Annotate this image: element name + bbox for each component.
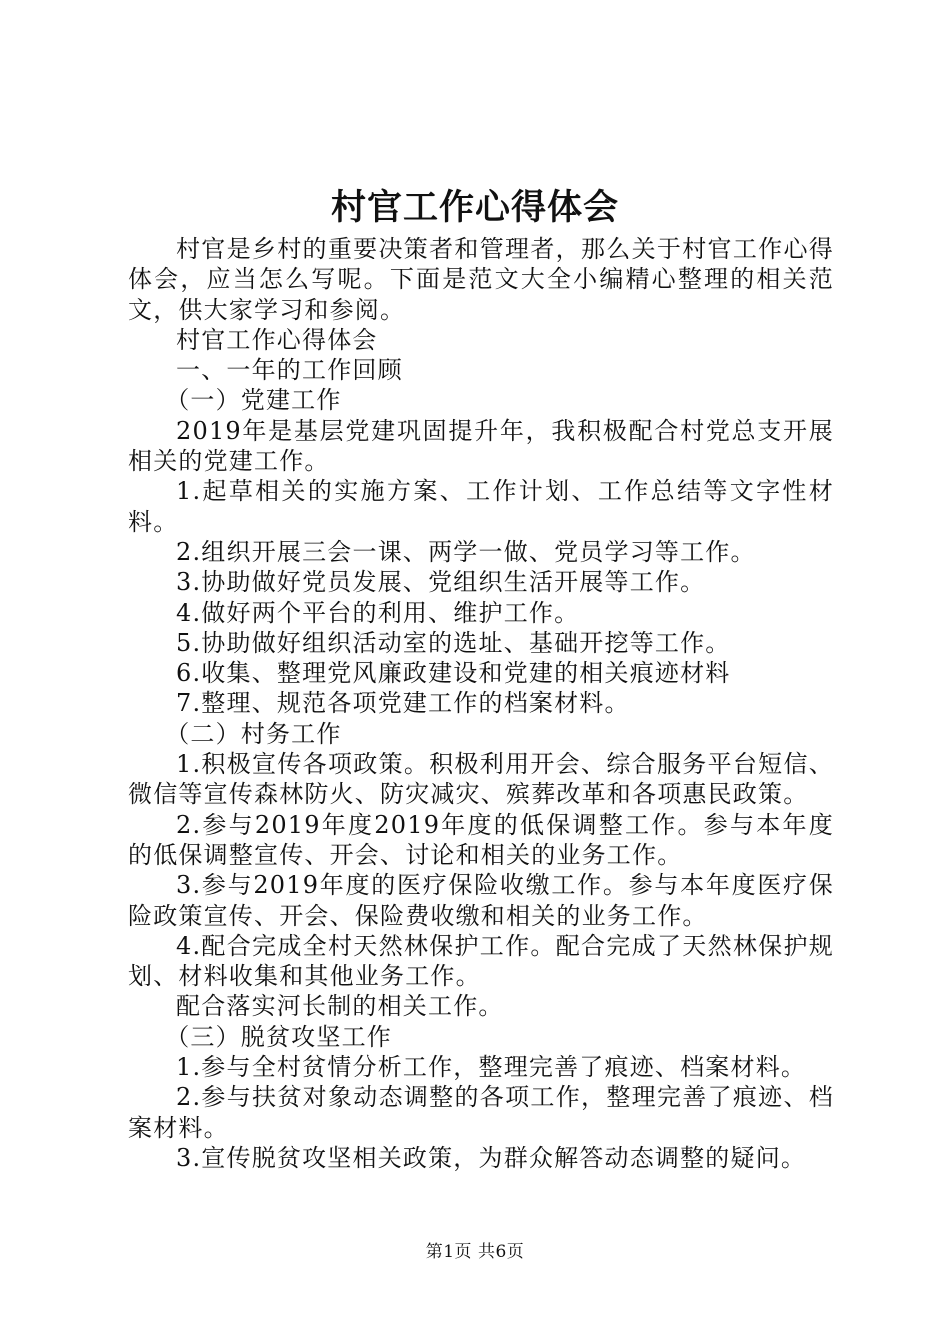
list-item: 3.参与2019年度的医疗保险收缴工作。参与本年度医疗保险政策宣传、开会、保险费收缴和相关的业务工作。: [128, 871, 834, 930]
paragraph-intro: 村官是乡村的重要决策者和管理者，那么关于村官工作心得体会，应当怎么写呢。下面是范文大全小编精心整理的相关范文，供大家学习和参阅。: [128, 235, 834, 324]
list-item: 3.协助做好党员发展、党组织生活开展等工作。: [176, 568, 706, 597]
page-footer: 第1页 共6页: [425, 1242, 525, 1262]
subsection-heading: （一）党建工作: [165, 386, 342, 415]
paragraph: 配合落实河长制的相关工作。: [176, 992, 504, 1021]
list-item: 2.组织开展三会一课、两学一做、党员学习等工作。: [176, 537, 756, 566]
subsection-heading: （三）脱贫攻坚工作: [165, 1022, 392, 1051]
section-heading: 一、一年的工作回顾: [176, 356, 403, 385]
list-item: 1.起草相关的实施方案、工作计划、工作总结等文字性材料。: [128, 477, 834, 536]
subsection-heading: （二）村务工作: [165, 719, 342, 748]
paragraph-subtitle: 村官工作心得体会: [176, 325, 378, 354]
list-item: 1.参与全村贫情分析工作，整理完善了痕迹、档案材料。: [176, 1053, 807, 1082]
list-item: 4.配合完成全村天然林保护工作。配合完成了天然林保护规划、材料收集和其他业务工作。: [128, 931, 834, 991]
list-item: 2.参与2019年度2019年度的低保调整工作。参与本年度的低保调整宣传、开会、讨论和相关的业务工作。: [128, 810, 834, 869]
list-item: 7.整理、规范各项党建工作的档案材料。: [176, 689, 630, 718]
list-item: 3.宣传脱贫攻坚相关政策，为群众解答动态调整的疑问。: [176, 1143, 807, 1172]
document-title: 村官工作心得体会: [330, 187, 619, 228]
list-item: 6.收集、整理党风廉政建设和党建的相关痕迹材料: [176, 659, 731, 688]
list-item: 2.参与扶贫对象动态调整的各项工作，整理完善了痕迹、档案材料。: [128, 1083, 834, 1142]
list-item: 4.做好两个平台的利用、维护工作。: [176, 598, 580, 627]
document-body: [128, 234, 834, 1173]
list-item: 1.积极宣传各项政策。积极利用开会、综合服务平台短信、微信等宣传森林防火、防灾减灾、殡葬改革和各项惠民政策。: [128, 750, 834, 809]
paragraph: 2019年是基层党建巩固提升年，我积极配合村党总支开展相关的党建工作。: [128, 416, 834, 476]
list-item: 5.协助做好组织活动室的选址、基础开挖等工作。: [176, 628, 731, 657]
